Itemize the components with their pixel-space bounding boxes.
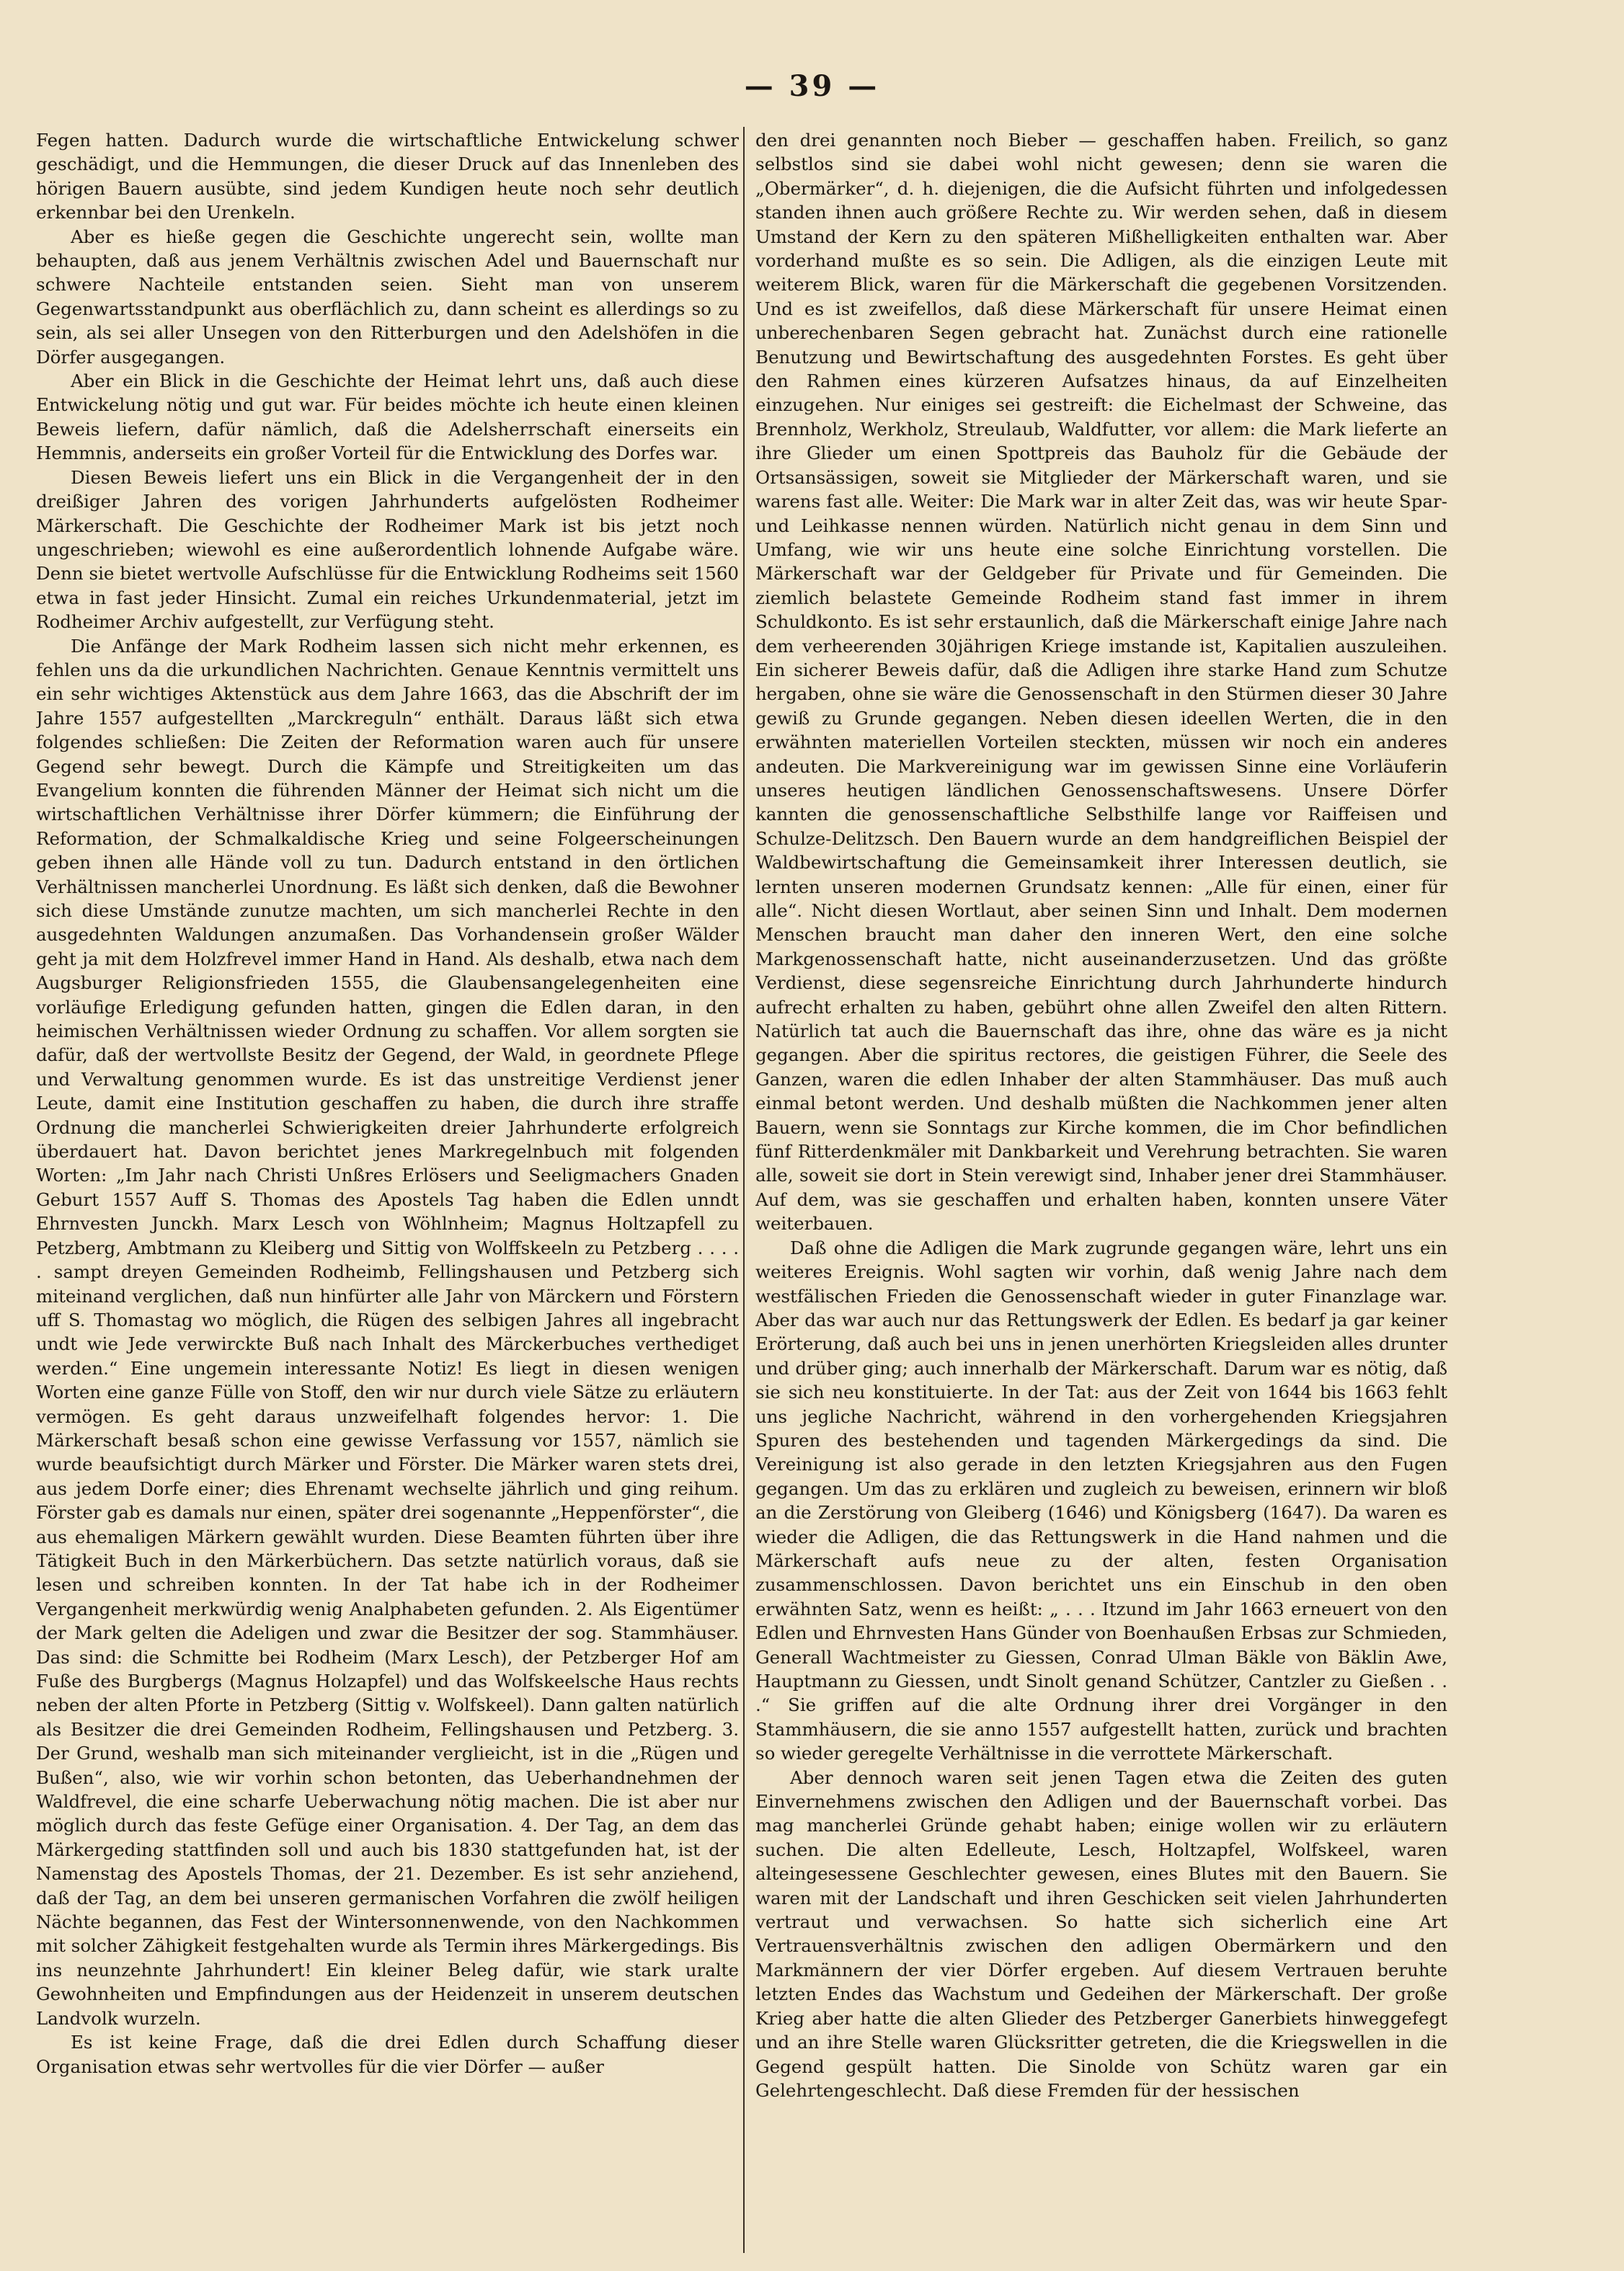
paragraph: Daß ohne die Adligen die Mark zugrunde gegangen wäre, lehrt uns ein weiteres Ereignis. Wohl sagten wir vorhin, daß wenig Jahre nach dem westfälischen Frieden die Genossenschaft wieder in guter Finanzlage war. Aber das war auch nur das Rettungswerk der Edlen. Es bedarf ja gar keiner Erörterung, daß auch bei uns in jenen unerhörten Kriegsleiden alles drunter und drüber ging; auch innerhalb der Märkerschaft. Darum war es nötig, daß sie sich neu konstituierte. In der Tat: aus der Zeit von 1644 bis 1663 fehlt uns jegliche Nachricht, während in den vorhergehenden Kriegsjahren Spuren des bestehenden und tagenden Märkergedings da sind. Die Vereinigung ist also gerade in den letzten Kriegsjahren aus den Fugen gegangen. Um das zu erklären und zugleich zu beweisen, erinnern wir bloß an die Zerstörung von Gleiberg (1646) und Königsberg (1647). Da waren es wieder die Adligen, die das Rettungswerk in die Hand nahmen und die Märkerschaft aufs neue zu der alten, festen Organisation zusammenschlossen. Davon berichtet uns ein Einschub in den oben erwähnten Satz, wenn es heißt: „ . . . Itzund im Jahr 1663 erneuert von den Edlen und Ehrnvesten Hans Günder von Boenhaußen Erbsas zur Schmieden, Generall Wachtmeister zu Giessen, Conrad Ulman Bäkle von Bäklin Awe, Hauptmann zu Giessen, undt Sinolt genand Schützer, Cantzler zu Gießen . . .“ Sie griffen auf die alte Ordnung ihrer drei Vorgänger in den Stammhäusern, die sie anno 1557 aufgestellt hatten, zurück und brachten so wieder geregelte Verhältnisse in die verrottete Märkerschaft. <box>755 1237 1447 1764</box>
left-column <box>36 128 739 2254</box>
paragraph: Es ist keine Frage, daß die drei Edlen durch Schaffung dieser Organisation etwas sehr wertvolles für die vier Dörfer — außer <box>36 2032 739 2077</box>
paragraph: Aber es hieße gegen die Geschichte ungerecht sein, wollte man behaupten, daß aus jenem Verhältnis zwischen Adel und Bauernschaft nur schwere Nachteile entstanden seien. Sieht man von unserem Gegenwartsstandpunkt aus oberflächlich zu, dann scheint es allerdings so zu sein, als sei aller Unsegen von den Ritterburgen und den Adelshöfen in die Dörfer ausgegangen. <box>36 226 739 368</box>
paragraph: Die Anfänge der Mark Rodheim lassen sich nicht mehr erkennen, es fehlen uns da die urkundlichen Nachrichten. Genaue Kenntnis vermittelt uns ein sehr wichtiges Aktenstück aus dem Jahre 1663, das die Abschrift der im Jahre 1557 aufgestellten „Marckreguln“ enthält. Daraus läßt sich etwa folgendes schließen: Die Zeiten der Reformation waren auch für unsere Gegend sehr bewegt. Durch die Kämpfe und Streitigkeiten um das Evangelium konnten die führenden Männer der Heimat sich nicht um die wirtschaftlichen Verhältnisse ihrer Dörfer kümmern; die Einführung der Reformation, der Schmalkaldische Krieg und seine Folgeerscheinungen geben ihnen alle Hände voll zu tun. Dadurch entstand in den örtlichen Verhältnissen mancherlei Unordnung. Es läßt sich denken, daß die Bewohner sich diese Umstände zunutze machten, um sich mancherlei Rechte in den ausgedehnten Waldungen anzumaßen. Das Vorhandensein großer Wälder geht ja mit dem Holzfrevel immer Hand in Hand. Als deshalb, etwa nach dem Augsburger Religionsfrieden 1555, die Glaubensangelegenheiten eine vorläufige Erledigung gefunden hatten, gingen die Edlen daran, in den heimischen Verhältnissen wieder Ordnung zu schaffen. Vor allem sorgten sie dafür, daß der wertvollste Besitz der Gegend, der Wald, in geordnete Pflege und Verwaltung genommen wurde. Es ist das unstreitige Verdienst jener Leute, damit eine Institution geschaffen zu haben, die durch ihre straffe Ordnung die mancherlei Schwierigkeiten dreier Jahrhunderte erfolgreich überdauert hat. Davon berichtet jenes Markregelnbuch mit folgenden Worten: „Im Jahr nach Christi Unßres Erlösers und Seeligmachers Gnaden Geburt 1557 Auff S. Thomas des Apostels Tag haben die Edlen unndt Ehrnvesten Junckh. Marx Lesch von Wöhlnheim; Magnus Holtzapfell zu Petzberg, Ambtmann zu Kleiberg und Sittig von Wolffskeeln zu Petzberg . . . . . sampt dreyen Gemeinden Rodheimb, Fellingshausen und Petzberg sich miteinand verglichen, daß nun hinfürter alle Jahr von Märckern und Förstern uff S. Thomastag wo möglich, die Rügen des selbigen Jahres all ingebracht undt wie Jede verwirckte Buß nach Inhalt des Märckerbuches verthediget werden.“ Eine ungemein interessante Notiz! Es liegt in diesen wenigen Worten eine ganze Fülle von Stoff, den wir nur durch viele Sätze zu erläutern vermögen. Es geht daraus unzweifelhaft folgendes hervor: 1. Die Märkerschaft besaß schon eine gewisse Verfassung vor 1557, nämlich sie wurde beaufsichtigt durch Märker und Förster. Die Märker waren stets drei, aus jedem Dorfe einer; dies Ehrenamt wechselte jährlich und ging reihum. Förster gab es damals nur einen, später drei sogenannte „Heppenförster“, die aus ehemaligen Märkern gewählt wurden. Diese Beamten führten über ihre Tätigkeit Buch in den Märkerbüchern. Das setzte natürlich voraus, daß sie lesen und schreiben konnten. In der Tat habe ich in der Rodheimer Vergangenheit merkwürdig wenig Analphabeten gefunden. 2. Als Eigentümer der Mark gelten die Adeligen und zwar die Besitzer der sog. Stammhäuser. Das sind: die Schmitte bei Rodheim (Marx Lesch), der Petzberger Hof am Fuße des Burgbergs (Magnus Holzapfel) und das Wolfskeelsche Haus rechts neben der alten Pforte in Petzberg (Sittig v. Wolfskeel). Dann galten natürlich als Besitzer die drei Gemeinden Rodheim, Fellingshausen und Petzberg. 3. Der Grund, weshalb man sich miteinander verglieicht, ist in die „Rügen und Bußen“, also, wie wir vorhin schon betonten, das Ueberhandnehmen der Waldfrevel, die eine scharfe Ueberwachung nötig machen. Die ist aber nur möglich durch das feste Gefüge einer Organisation. 4. Der Tag, an dem das Märkergeding stattfinden soll und auch bis 1830 stattgefunden hat, ist der Namenstag des Apostels Thomas, der 21. Dezember. Es ist sehr anziehend, daß der Tag, an dem bei unseren germanischen Vorfahren die zwölf heiligen Nächte begannen, das Fest der Wintersonnenwende, von den Nachkommen mit solcher Zähigkeit festgehalten wurde als Termin ihres Märkergedings. Bis ins neunzehnte Jahrhundert! Ein kleiner Beleg dafür, wie stark uralte Gewohnheiten und Empfindungen aus der Heidenzeit in unserem deutschen Landvolk wurzeln. <box>36 635 739 2029</box>
paragraph: Aber ein Blick in die Geschichte der Heimat lehrt uns, daß auch diese Entwickelung nötig und gut war. Für beides möchte ich heute einen kleinen Beweis liefern, dafür nämlich, daß die Adelsherrschaft einerseits ein Hemmnis, anderseits ein großer Vorteil für die Entwicklung des Dorfes war. <box>36 370 739 464</box>
right-column <box>755 128 1447 2254</box>
page-number: — 39 — <box>744 69 880 103</box>
paragraph: Fegen hatten. Dadurch wurde die wirtschaftliche Entwickelung schwer geschädigt, und die Hemmungen, die dieser Druck auf das Innenleben des hörigen Bauern ausübte, sind jedem Kundigen heute noch sehr deutlich erkennbar bei den Urenkeln. <box>36 130 739 223</box>
column-divider <box>743 127 745 2253</box>
paragraph: den drei genannten noch Bieber — geschaffen haben. Freilich, so ganz selbstlos sind sie dabei wohl nicht gewesen; denn sie waren die „Obermärker“, d. h. diejenigen, die die Aufsicht führten und infolgedessen standen ihnen auch größere Rechte zu. Wir werden sehen, daß in diesem Umstand der Kern zu den späteren Mißhelligkeiten enthalten war. Aber vorderhand mußte es so sein. Die Adligen, als die einzigen Leute mit weiterem Blick, waren für die Märkerschaft die gegebenen Vorsitzenden. Und es ist zweifellos, daß diese Märkerschaft für unsere Heimat einen unberechenbaren Segen gebracht hat. Zunächst durch eine rationelle Benutzung und Bewirtschaftung des ausgedehnten Forstes. Es geht über den Rahmen eines kürzeren Aufsatzes hinaus, da auf Einzelheiten einzugehen. Nur einiges sei gestreift: die Eichelmast der Schweine, das Brennholz, Werkholz, Streulaub, Waldfutter, vor allem: die Mark lieferte an ihre Glieder um einen Spottpreis das Bauholz für die Gebäude der Ortsansässigen, soweit sie Mitglieder der Märkerschaft waren, und sie warens fast alle. Weiter: Die Mark war in alter Zeit das, was wir heute Spar- und Leihkasse nennen würden. Natürlich nicht genau in dem Sinn und Umfang, wie wir uns heute eine solche Einrichtung vorstellen. Die Märkerschaft war der Geldgeber für Private und für Gemeinden. Die ziemlich belastete Gemeinde Rodheim stand fast immer in ihrem Schuldkonto. Es ist sehr erstaunlich, daß die Märkerschaft einige Jahre nach dem verheerenden 30jährigen Kriege imstande ist, Kapitalien auszuleihen. Ein sicherer Beweis dafür, daß die Adligen ihre starke Hand zum Schutze hergaben, ohne sie wäre die Genossenschaft in den Stürmen dieser 30 Jahre gewiß zu Grunde gegangen. Neben diesen ideellen Werten, die in den erwähnten materiellen Vorteilen steckten, müssen wir noch ein anderes andeuten. Die Markvereinigung war im gewissen Sinne eine Vorläuferin unseres heutigen ländlichen Genossenschaftswesens. Unsere Dörfer kannten die genossenschaftliche Selbsthilfe lange vor Raiffeisen und Schulze-Delitzsch. Den Bauern wurde an dem handgreiflichen Beispiel der Waldbewirtschaftung die Gemeinsamkeit ihrer Interessen deutlich, sie lernten unseren modernen Grundsatz kennen: „Alle für einen, einer für alle“. Nicht diesen Wortlaut, aber seinen Sinn und Inhalt. Dem modernen Menschen braucht man daher den inneren Wert, den eine solche Markgenossenschaft hatte, nicht auseinanderzusetzen. Und das größte Verdienst, diese segensreiche Einrichtung durch Jahrhunderte hindurch aufrecht erhalten zu haben, gebührt ohne allen Zweifel den alten Rittern. Natürlich tat auch die Bauernschaft das ihre, ohne das wäre es ja nicht gegangen. Aber die spiritus rectores, die geistigen Führer, die Seele des Ganzen, waren die edlen Inhaber der alten Stammhäuser. Das muß auch einmal betont werden. Und deshalb müßten die Nachkommen jener alten Bauern, wenn sie Sonntags zur Kirche kommen, die im Chor befindlichen fünf Ritterdenkmäler mit Dankbarkeit und Verehrung betrachten. Sie waren alle, soweit sie dort in Stein verewigt sind, Inhaber jener drei Stammhäuser. Auf dem, was sie geschaffen und erhalten haben, konnten unsere Väter weiterbauen. <box>755 130 1447 1235</box>
paragraph: Diesen Beweis liefert uns ein Blick in die Vergangenheit der in den dreißiger Jahren des vorigen Jahrhunderts aufgelösten Rodheimer Märkerschaft. Die Geschichte der Rodheimer Mark ist bis jetzt noch ungeschrieben; wiewohl es eine außerordentlich lohnende Aufgabe wäre. Denn sie bietet wertvolle Aufschlüsse für die Entwicklung Rodheims seit 1560 etwa in fast jeder Hinsicht. Zumal ein reiches Urkundenmaterial, jetzt im Rodheimer Archiv aufgestellt, zur Verfügung steht. <box>36 466 739 633</box>
paragraph: Aber dennoch waren seit jenen Tagen etwa die Zeiten des guten Einvernehmens zwischen den Adligen und der Bauernschaft vorbei. Das mag mancherlei Gründe gehabt haben; einige wollen wir zu erläutern suchen. Die alten Edelleute, Lesch, Holtzapfel, Wolfskeel, waren alteingesessene Geschlechter gewesen, eines Blutes mit den Bauern. Sie waren mit der Landschaft und ihren Geschicken seit vielen Jahrhunderten vertraut und verwachsen. So hatte sich sicherlich eine Art Vertrauensverhältnis zwischen den adligen Obermärkern und den Markmännern der vier Dörfer ergeben. Auf diesem Vertrauen beruhte letzten Endes das Wachstum und Gedeihen der Märkerschaft. Der große Krieg aber hatte die alten Glieder des Petzberger Ganerbiets hinweggefegt und an ihre Stelle waren Glücksritter getreten, die die Kriegswellen in die Gegend gespült hatten. Die Sinolde von Schütz waren gar ein Gelehrtengeschlecht. Daß diese Fremden für der hessischen <box>755 1766 1447 2101</box>
